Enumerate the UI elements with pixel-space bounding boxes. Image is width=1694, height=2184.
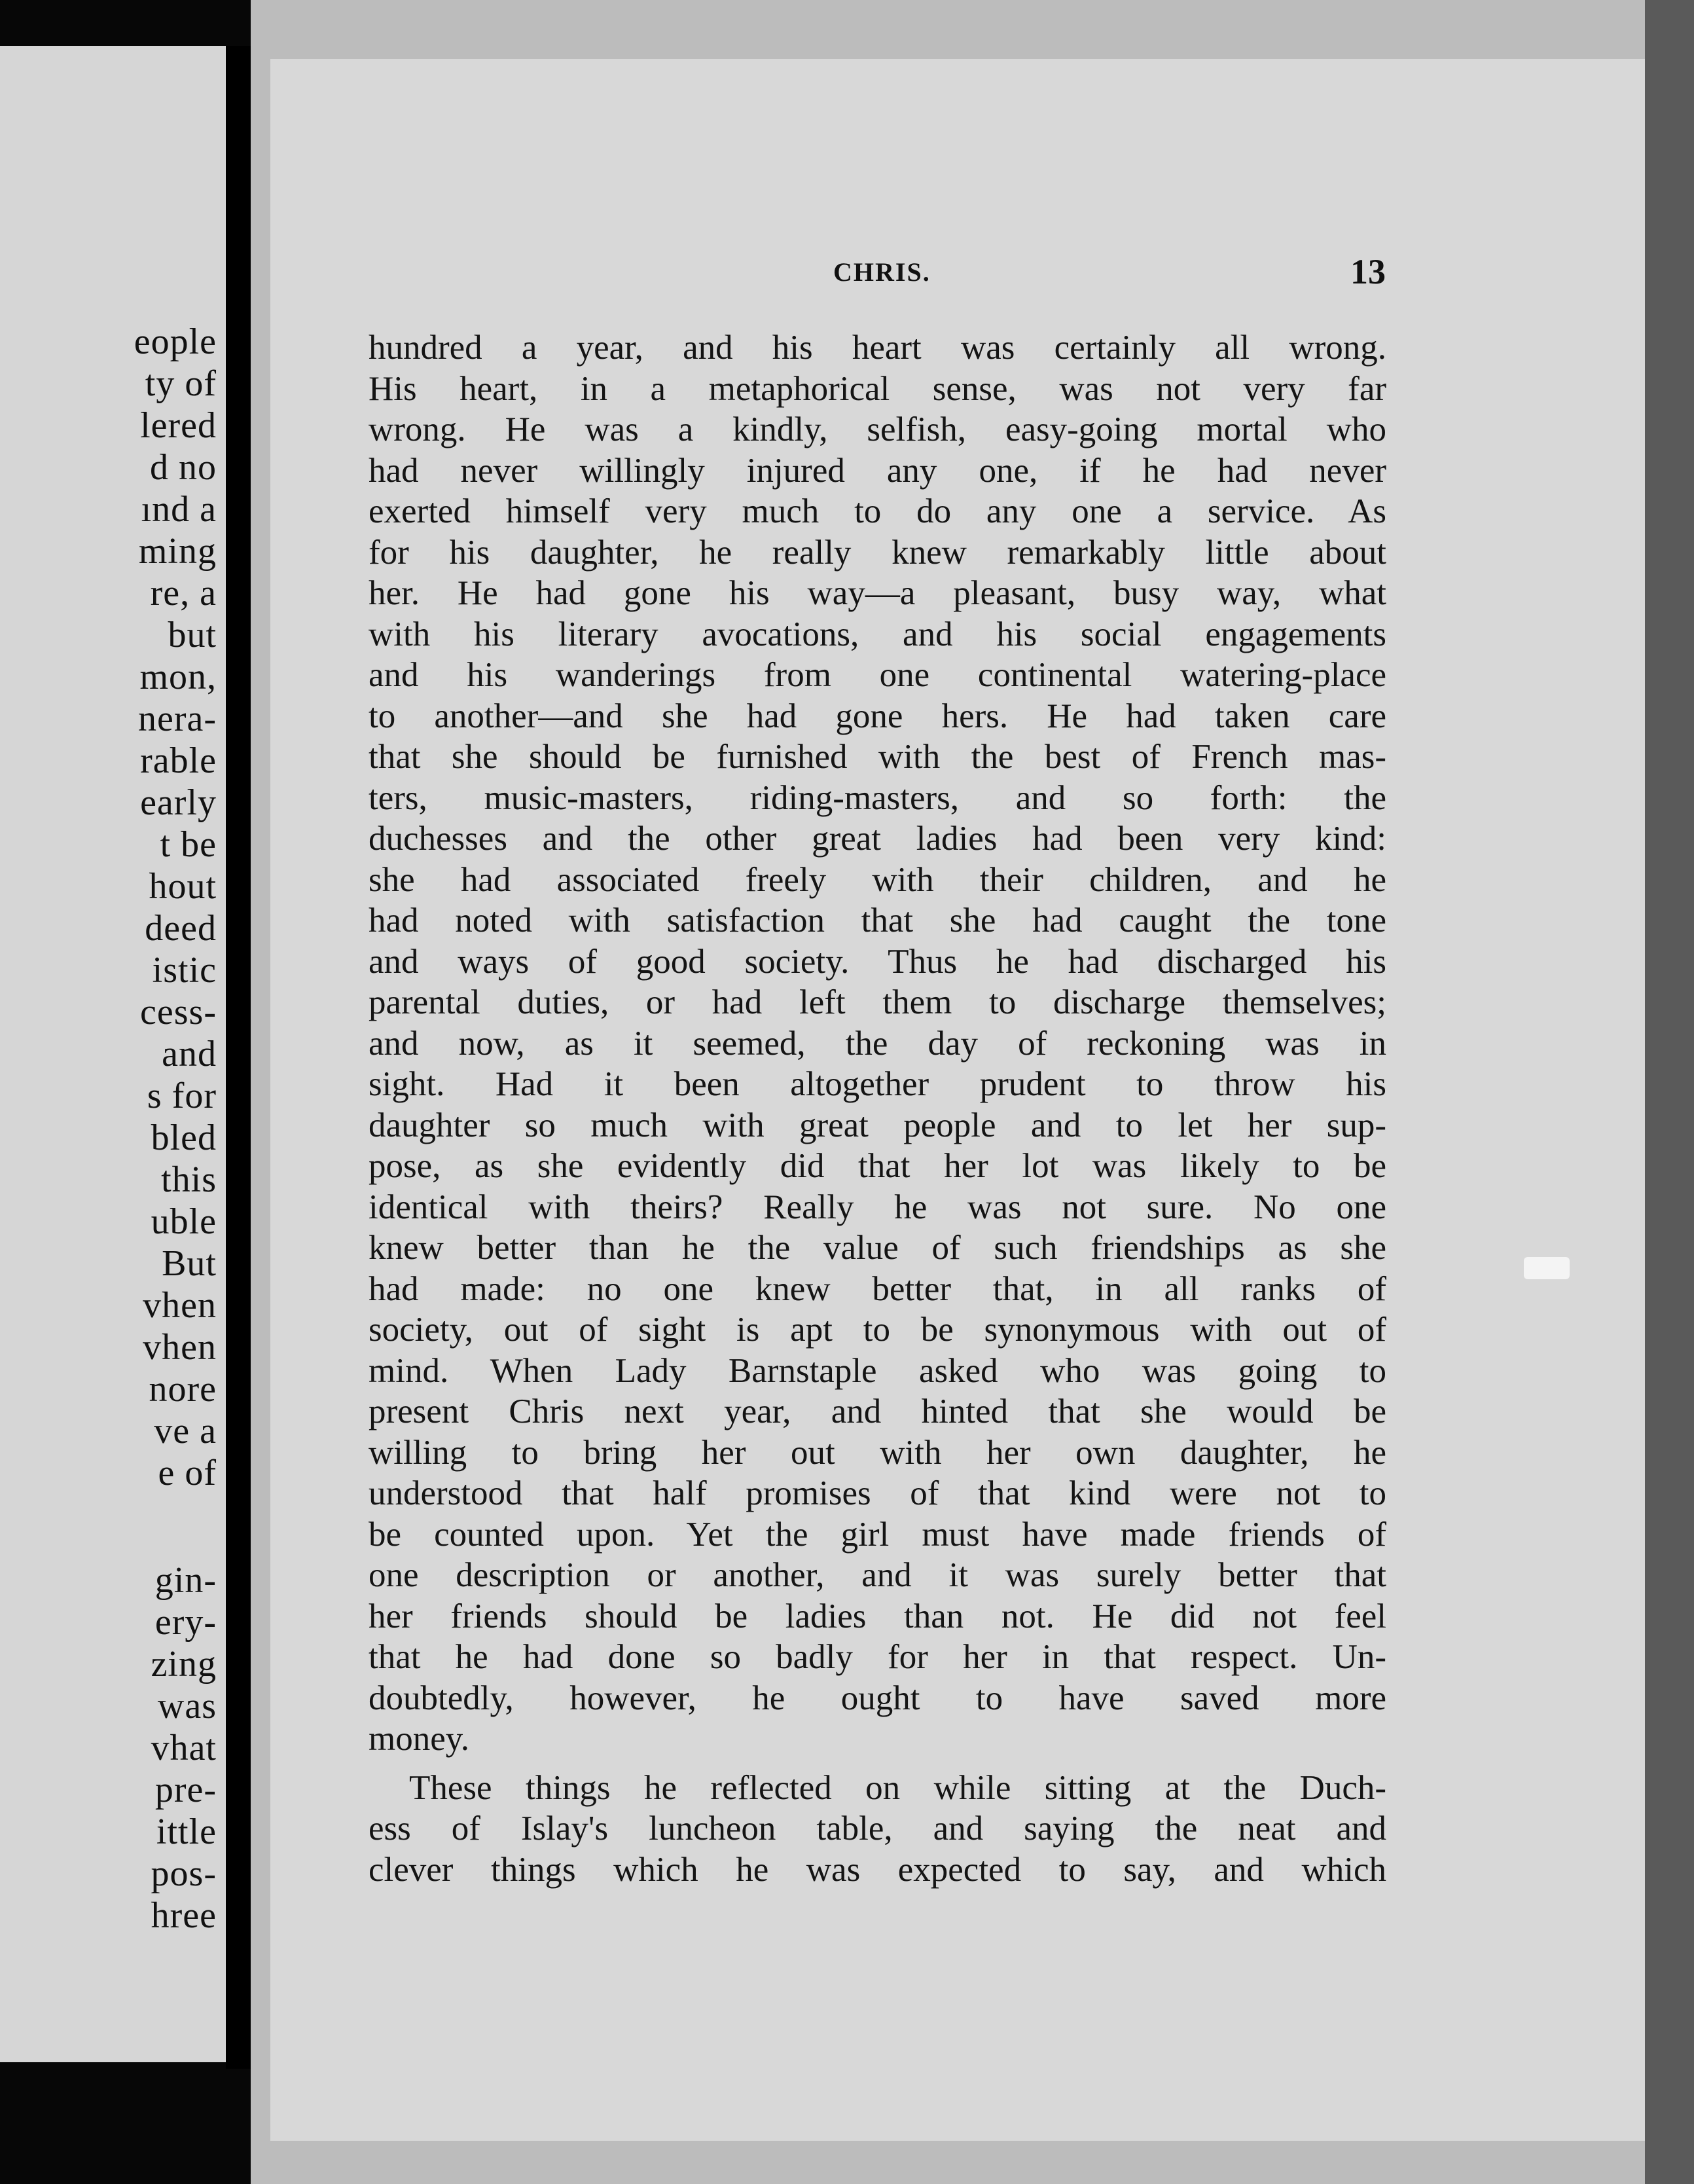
text-line: had made: no one knew better that, in all ranks of — [369, 1269, 1386, 1308]
text-line: identical with theirs? Really he was not sure. No one — [369, 1188, 1386, 1226]
text-line: doubtedly, however, he ought to have saved more — [369, 1679, 1386, 1717]
text-line: that she should be furnished with the best of French mas- — [369, 738, 1386, 776]
text-line: to another—and she had gone hers. He had taken care — [369, 697, 1386, 735]
facing-page-line: but — [168, 615, 217, 655]
facing-page-line: d no — [150, 447, 217, 488]
facing-page-line: ınd a — [141, 489, 217, 530]
facing-page-line: vhen — [143, 1327, 217, 1368]
text-line: her friends should be ladies than not. He did not feel — [369, 1597, 1386, 1635]
text-line: hundred a year, and his heart was certainly all wrong. — [369, 329, 1386, 367]
facing-page-line: nera- — [137, 699, 217, 739]
facing-page-line: istic — [152, 950, 217, 991]
facing-page-line: hree — [151, 1895, 217, 1936]
text-line: parental duties, or had left them to discharge themselves; — [369, 983, 1386, 1021]
text-line: clever things which he was expected to say, and which — [369, 1850, 1386, 1889]
facing-page-fragment — [0, 46, 226, 2062]
text-line: present Chris next year, and hinted that she would be — [369, 1392, 1386, 1430]
text-line: These things he reflected on while sitting at the Duch- — [409, 1768, 1386, 1807]
facing-page-line: vhen — [143, 1285, 217, 1326]
facing-page-line: ming — [138, 531, 217, 572]
facing-page-line: ittle — [156, 1811, 217, 1852]
scan-speck — [1524, 1257, 1570, 1279]
text-line: society, out of sight is apt to be synonymous with out of — [369, 1311, 1386, 1349]
text-line: understood that half promises of that kind were not to — [369, 1474, 1386, 1512]
text-line: and his wanderings from one continental watering-place — [369, 656, 1386, 694]
text-line: money. — [369, 1720, 470, 1758]
text-line: had never willingly injured any one, if he had never — [369, 451, 1386, 490]
facing-page-line: ve a — [154, 1411, 217, 1451]
text-line: and now, as it seemed, the day of reckoning was in — [369, 1024, 1386, 1063]
facing-page-line: e of — [158, 1453, 217, 1493]
facing-page-line: s for — [147, 1076, 217, 1116]
text-line: ters, music-masters, riding-masters, and so forth: the — [369, 778, 1386, 817]
facing-page-line: early — [140, 782, 217, 823]
text-line: sight. Had it been altogether prudent to throw his — [369, 1065, 1386, 1103]
facing-page-line: deed — [145, 908, 217, 949]
book-page — [251, 0, 1694, 2184]
book-gutter — [226, 46, 251, 2069]
text-line: ess of Islay's luncheon table, and saying the neat and — [369, 1810, 1386, 1847]
text-line: with his literary avocations, and his social engagements — [369, 615, 1386, 653]
facing-page-line: pos- — [151, 1853, 217, 1894]
text-line: one description or another, and it was surely better that — [369, 1556, 1386, 1594]
text-line: willing to bring her out with her own daughter, he — [369, 1433, 1386, 1472]
facing-page-line: lered — [140, 405, 217, 446]
text-line: be counted upon. Yet the girl must have made friends of — [369, 1515, 1386, 1554]
text-line: and ways of good society. Thus he had discharged his — [369, 942, 1386, 981]
facing-page-line: ery- — [154, 1602, 217, 1643]
facing-page-line: and — [162, 1034, 217, 1074]
facing-page-line: cess- — [140, 992, 217, 1032]
facing-page-line: ty of — [145, 363, 217, 404]
facing-page-line: zing — [151, 1644, 217, 1684]
facing-page-line: gin- — [154, 1560, 217, 1601]
text-line: for his daughter, he really knew remarkably little about — [369, 533, 1386, 572]
text-line: had noted with satisfaction that she had caught the tone — [369, 901, 1386, 939]
facing-page-line: this — [161, 1159, 217, 1200]
page-number: 13 — [1350, 252, 1386, 291]
facing-page-line: was — [157, 1686, 217, 1726]
facing-page-line: bled — [151, 1118, 217, 1158]
text-line: pose, as she evidently did that her lot was likely to be — [369, 1147, 1386, 1185]
facing-page-line: eople — [134, 321, 217, 362]
facing-page-line: But — [162, 1243, 217, 1284]
facing-page-line: vhat — [151, 1728, 217, 1768]
text-line: she had associated freely with their children, and he — [369, 860, 1386, 899]
facing-page-line: rable — [140, 740, 217, 781]
facing-page-line: t be — [160, 824, 217, 865]
facing-page-line: mon, — [139, 657, 217, 697]
facing-page-line: re, a — [150, 573, 217, 613]
facing-page-line: hout — [149, 866, 217, 907]
text-line: wrong. He was a kindly, selfish, easy-going mortal who — [369, 410, 1386, 448]
text-line: daughter so much with great people and to let her sup- — [369, 1106, 1386, 1144]
facing-page-line: uble — [151, 1201, 217, 1242]
body-text — [369, 327, 1386, 1890]
text-line: mind. When Lady Barnstaple asked who was going to — [369, 1351, 1386, 1390]
facing-page-line: nore — [149, 1369, 217, 1410]
text-line: that he had done so badly for her in that respect. Un- — [369, 1638, 1386, 1676]
text-line: her. He had gone his way—a pleasant, busy way, what — [369, 574, 1386, 612]
text-line: exerted himself very much to do any one a service. As — [369, 492, 1386, 530]
text-line: His heart, in a metaphorical sense, was not very far — [369, 369, 1386, 408]
running-head-title: CHRIS. — [833, 257, 931, 287]
text-line: knew better than he the value of such friendships as she — [369, 1229, 1386, 1267]
text-line: duchesses and the other great ladies had been very kind: — [369, 820, 1386, 858]
facing-page-line: pre- — [154, 1770, 217, 1810]
